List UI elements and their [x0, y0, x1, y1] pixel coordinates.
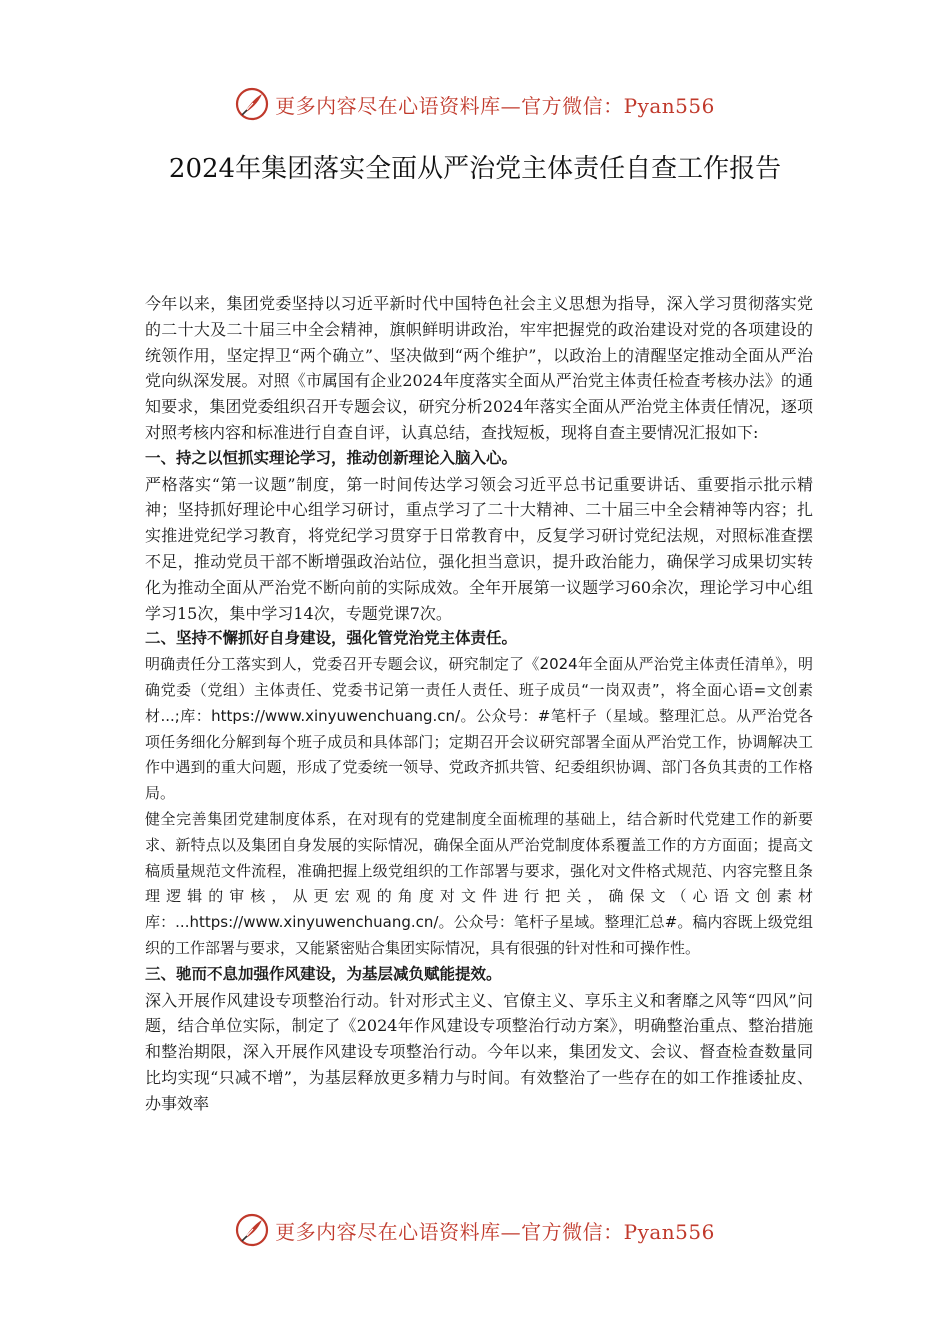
section-3-paragraph: 深入开展作风建设专项整治行动。针对形式主义、官僚主义、享乐主义和奢靡之风等“四风”问题，结合单位实际，制定了《2024年作风建设专项整治行动方案》，明确整治重点、整治措施和整治期限，深入开展作风建设专项整治行动。今年以来，集团发文、会议、督查检查数量同比均实现“只减不增”，为基层释放更多精力与时间。有效整治了一些存在的如工作推诿扯皮、办事效率 — [145, 990, 813, 1113]
banner-text: 更多内容尽在心语资料库—官方微信：Pyan556 — [275, 93, 715, 118]
section-1-paragraph: 严格落实“第一议题”制度，第一时间传达学习领会习近平总书记重要讲话、重要指示批示精神；坚持抓好理论中心组学习研讨，重点学习了二十大精神、二十届三中全会精神等内容；扎实推进党纪学习教育，将党纪学习贯穿于日常教育中，反复学习研讨党纪法规，对照标准查摆不足，推动党员干部不断增强政治站位，强化担当意识，提升政治能力，确保学习成果切实转化为推动全面从严治党不断向前的实际成效。全年开展第一议题学习60余次，理论学习中心组学习15次，集中学习14次，专题党课7次。 — [145, 474, 813, 623]
banner-text: 更多内容尽在心语资料库—官方微信：Pyan556 — [275, 1219, 715, 1244]
feather-pen-icon — [235, 87, 269, 121]
document-title: 2024年集团落实全面从严治党主体责任自查工作报告 — [168, 154, 782, 184]
section-3-heading: 三、驰而不息加强作风建设，为基层减负赋能提效。 — [145, 964, 502, 983]
feather-pen-icon — [235, 1213, 269, 1247]
section-1-heading: 一、持之以恒抓实理论学习，推动创新理论入脑入心。 — [145, 448, 518, 467]
header-banner — [0, 82, 950, 126]
section-2-paragraph-2: 健全完善集团党建制度体系，在对现有的党建制度全面梳理的基础上，结合新时代党建工作的新要求、新特点以及集团自身发展的实际情况，确保全面从严治党制度体系覆盖工作的方方面面；提高文稿质量规范文件流程，准确把握上级党组织的工作部署与要求，强化对文件格式规范、内容完整且条理逻辑的审核，从更宏观的角度对文件进行把关，确保文（心语文创素材库：...https://www.xinyuwenchuang.cn/。公众号：笔杆子星域。整理汇总#。稿内容既上级党组织的工作部署与要求，又能紧密贴合集团实际情况，具有很强的针对性和可操作性。 — [145, 809, 813, 957]
intro-paragraph: 今年以来，集团党委坚持以习近平新时代中国特色社会主义思想为指导，深入学习贯彻落实党的二十大及二十届三中全会精神，旗帜鲜明讲政治，牢牢把握党的政治建设对党的各项建设的统领作用，坚定捍卫“两个确立”、坚决做到“两个维护”，以政治上的清醒坚定推动全面从严治党向纵深发展。对照《市属国有企业2024年度落实全面从严治党主体责任检查考核办法》的通知要求，集团党委组织召开专题会议，研究分析2024年落实全面从严治党主体责任情况，逐项对照考核内容和标准进行自查自评，认真总结，查找短板，现将自查主要情况汇报如下: — [145, 294, 813, 442]
footer-banner — [0, 1208, 950, 1252]
document-body — [145, 291, 813, 1117]
section-2-heading: 二、坚持不懈抓好自身建设，强化管党治党主体责任。 — [145, 629, 518, 648]
section-2-paragraph-1: 明确责任分工落实到人，党委召开专题会议，研究制定了《2024年全面从严治党主体责任清单》，明确党委（党组）主体责任、党委书记第一责任人责任、班子成员“一岗双责”，将全面心语=文创素材...;库：https://www.xinyuwenchuang.cn/。公众号：#笔杆子（星域。整理汇总。从严治党各项任务细化分解到每个班子成员和具体部门；定期召开会议研究部署全面从严治党工作，协调解决工作中遇到的重大问题，形成了党委统一领导、党政齐抓共管、纪委组织协调、部门各负其责的工作格局。 — [145, 655, 813, 803]
